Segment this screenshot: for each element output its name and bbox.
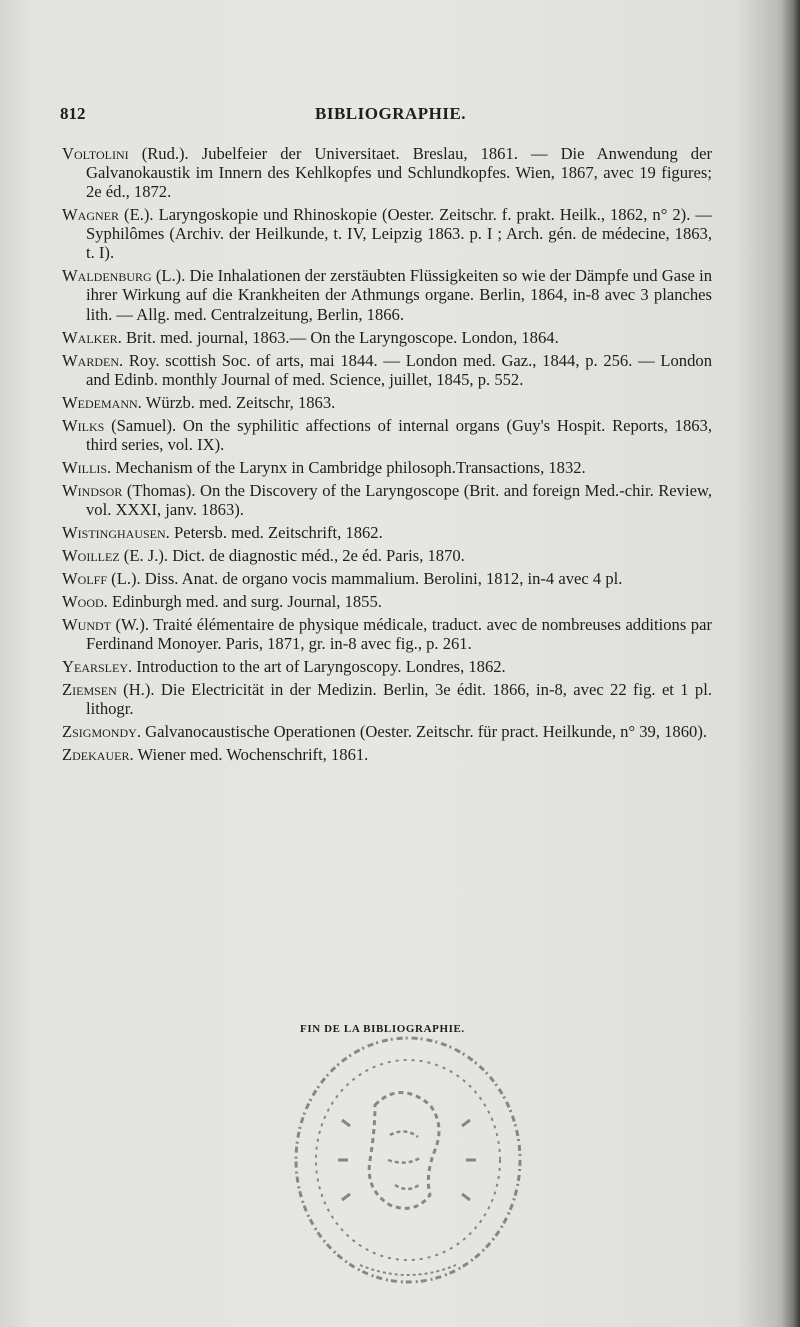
- entry-author: Waldenburg: [62, 266, 152, 286]
- entry-text: (Thomas). On the Discovery of the Laryngoscope (Brit. and foreign Med.-chir. Review, vol. XXXI, janv. 1863).: [86, 480, 712, 519]
- page-edge-shadow: [782, 0, 800, 1327]
- entry-author: Woillez: [62, 545, 120, 565]
- entry-text: . Brit. med. journal, 1863.— On the Laryngoscope. London, 1864.: [117, 327, 559, 347]
- page-number: 812: [60, 104, 86, 123]
- entry-author: Wistinghausen: [62, 522, 166, 542]
- entry-author: Voltolini: [62, 144, 129, 163]
- entry-author: Willis: [62, 457, 107, 477]
- entry-text: (Samuel). On the syphilitic affections of internal organs (Guy's Hospit. Reports, 1863, third series, vol. IX).: [86, 415, 712, 454]
- page-header: [60, 104, 730, 128]
- entry-author: Wolff: [62, 568, 108, 588]
- bibliography-entry: [62, 523, 712, 542]
- bibliography-entry: [62, 416, 712, 454]
- entry-author: Zsigmondy: [62, 721, 137, 741]
- entry-text: . Roy. scottish Soc. of arts, mai 1844. — London med. Gaz., 1844, p. 256. — London and Edinb. monthly Journal of med. Science, juillet, 1845, p. 552.: [86, 350, 712, 389]
- entry-text: (H.). Die Electricität in der Medizin. Berlin, 3e édit. 1866, in-8, avec 22 fig. et 1 pl. lithogr.: [86, 679, 712, 718]
- entry-text: . Mechanism of the Larynx in Cambridge philosoph.Transactions, 1832.: [107, 457, 586, 477]
- entry-text: (L.). Die Inhalationen der zerstäubten Flüssigkeiten so wie der Dämpfe und Gase in ihrer Wirkung auf die Krankheiten der Athmungs organe. Berlin, 1864, in-8 avec 3 planches lith. — Allg. med. Centralzeitung, Berlin, 1866.: [86, 266, 712, 324]
- entry-text: . Wiener med. Wochenschrift, 1861.: [129, 744, 369, 764]
- entry-author: Yearsley: [62, 656, 128, 676]
- bibliography-entry: [62, 205, 712, 262]
- bibliography-entry: [62, 458, 712, 477]
- entry-text: (Rud.). Jubelfeier der Universitaet. Breslau, 1861. — Die Anwendung der Galvanokaustik im Innern des Kehlkopfes und Schlundkopfes. Wien, 1867, avec 19 figures; 2e éd., 1872.: [86, 144, 712, 202]
- entry-author: Wagner: [62, 205, 119, 225]
- entry-text: (E.). Laryngoskopie und Rhinoskopie (Oester. Zeitschr. f. prakt. Heilk., 1862, n° 2). — Syphilômes (Archiv. der Heilkunde, t. IV, Leipzig 1863. p. I ; Arch. gén. de médecine, 1863, t. I).: [86, 205, 712, 263]
- entry-text: . Würzb. med. Zeitschr, 1863.: [137, 392, 336, 412]
- entry-author: Walker: [62, 327, 118, 347]
- entry-author: Warden: [62, 350, 119, 370]
- bibliography-entry: [62, 657, 712, 676]
- bibliography-entry: [62, 722, 712, 741]
- bibliography-list: [62, 144, 712, 768]
- entry-text: . Petersb. med. Zeitschrift, 1862.: [165, 522, 383, 542]
- entry-text: (E. J.). Dict. de diagnostic méd., 2e éd. Paris, 1870.: [119, 545, 465, 565]
- bibliography-entry: [62, 745, 712, 764]
- entry-text: (L.). Diss. Anat. de organo vocis mammalium. Berolini, 1812, in-4 avec 4 pl.: [107, 568, 623, 588]
- bibliography-entry: [62, 546, 712, 565]
- entry-author: Wedemann: [62, 392, 138, 412]
- running-title: BIBLIOGRAPHIE.: [315, 104, 467, 123]
- bibliography-entry: [62, 266, 712, 323]
- entry-text: (W.). Traité élémentaire de physique médicale, traduct. avec de nombreuses additions par Ferdinand Monoyer. Paris, 1871, gr. in-8 avec fig., p. 261.: [86, 614, 712, 653]
- end-of-bibliography-note: FIN DE LA BIBLIOGRAPHIE.: [300, 1023, 465, 1035]
- library-stamp-icon: [280, 1010, 550, 1300]
- bibliography-entry: [62, 393, 712, 412]
- bibliography-entry: [62, 680, 712, 718]
- entry-author: Wilks: [62, 415, 105, 435]
- entry-text: . Edinburgh med. and surg. Journal, 1855.: [103, 591, 382, 611]
- bibliography-entry: [62, 144, 712, 201]
- bibliography-entry: [62, 328, 712, 347]
- entry-author: Wood: [62, 591, 104, 611]
- bibliography-entry: [62, 592, 712, 611]
- entry-author: Ziemsen: [62, 679, 117, 699]
- entry-author: Windsor: [62, 480, 123, 500]
- bibliography-entry: [62, 569, 712, 588]
- entry-text: . Galvanocaustische Operationen (Oester. Zeitschr. für pract. Heilkunde, n° 39, 1860).: [136, 721, 707, 741]
- bibliography-entry: [62, 615, 712, 653]
- bibliography-entry: [62, 351, 712, 389]
- bibliography-entry: [62, 481, 712, 519]
- entry-text: . Introduction to the art of Laryngoscopy. Londres, 1862.: [127, 656, 506, 676]
- entry-author: Zdekauer: [62, 744, 130, 764]
- entry-author: Wundt: [62, 614, 111, 634]
